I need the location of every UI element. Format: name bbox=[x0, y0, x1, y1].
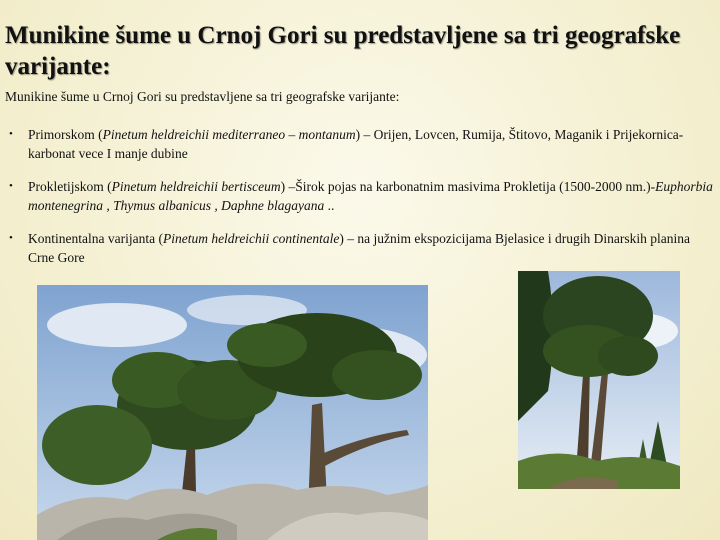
latin-name: Pinetum heldreichii bertisceum bbox=[111, 179, 281, 194]
tall-pine-photo bbox=[518, 271, 680, 489]
intro-text: Munikine šume u Crnoj Gori su predstavljene sa tri geografske varijante: bbox=[5, 89, 400, 104]
bullet-text-part: ) – na južnim ekspozicijama Bjelasice i drugih Dinarskih planina Crne Gore bbox=[28, 231, 690, 265]
bullet-text-part: Primorskom ( bbox=[28, 127, 103, 142]
bullet-text-part: Kontinentalna varijanta ( bbox=[28, 231, 163, 246]
bullet-text-part: Prokletijskom ( bbox=[28, 179, 112, 194]
slide-title: Munikine šume u Crnoj Gori su predstavljene sa tri geografske varijante: bbox=[5, 22, 681, 80]
bullet-list bbox=[0, 125, 715, 281]
bullet-text-part: ) – Orijen, Lovcen, Rumija, Štitovo, Maganik i Prijekornica- karbonat vece I manje dubine bbox=[28, 127, 684, 161]
bullet-item-kontinentalna bbox=[0, 229, 715, 267]
pine-trees-rocks-photo bbox=[37, 285, 428, 540]
species-names: Euphorbia montenegrina , Thymus albanicus , Daphne blagayana bbox=[28, 179, 713, 213]
pine-trees-rocks-illustration bbox=[37, 285, 428, 540]
bullet-text-part: ) –Širok pojas na karbonatnim masivima Prokletija (1500-2000 nm.)- bbox=[280, 179, 656, 194]
latin-name: Pinetum heldreichii continentale bbox=[162, 231, 340, 246]
bullet-dot: • bbox=[9, 128, 13, 140]
bullet-dot: • bbox=[9, 180, 13, 192]
bullet-text-part: .. bbox=[324, 198, 335, 213]
latin-name: Pinetum heldreichii mediterraneo – montanum bbox=[102, 127, 356, 142]
bullet-item-primorska bbox=[0, 125, 715, 163]
tall-pine-illustration bbox=[518, 271, 680, 489]
bullet-dot: • bbox=[9, 232, 13, 244]
bullet-item-prokletijska bbox=[0, 177, 715, 215]
